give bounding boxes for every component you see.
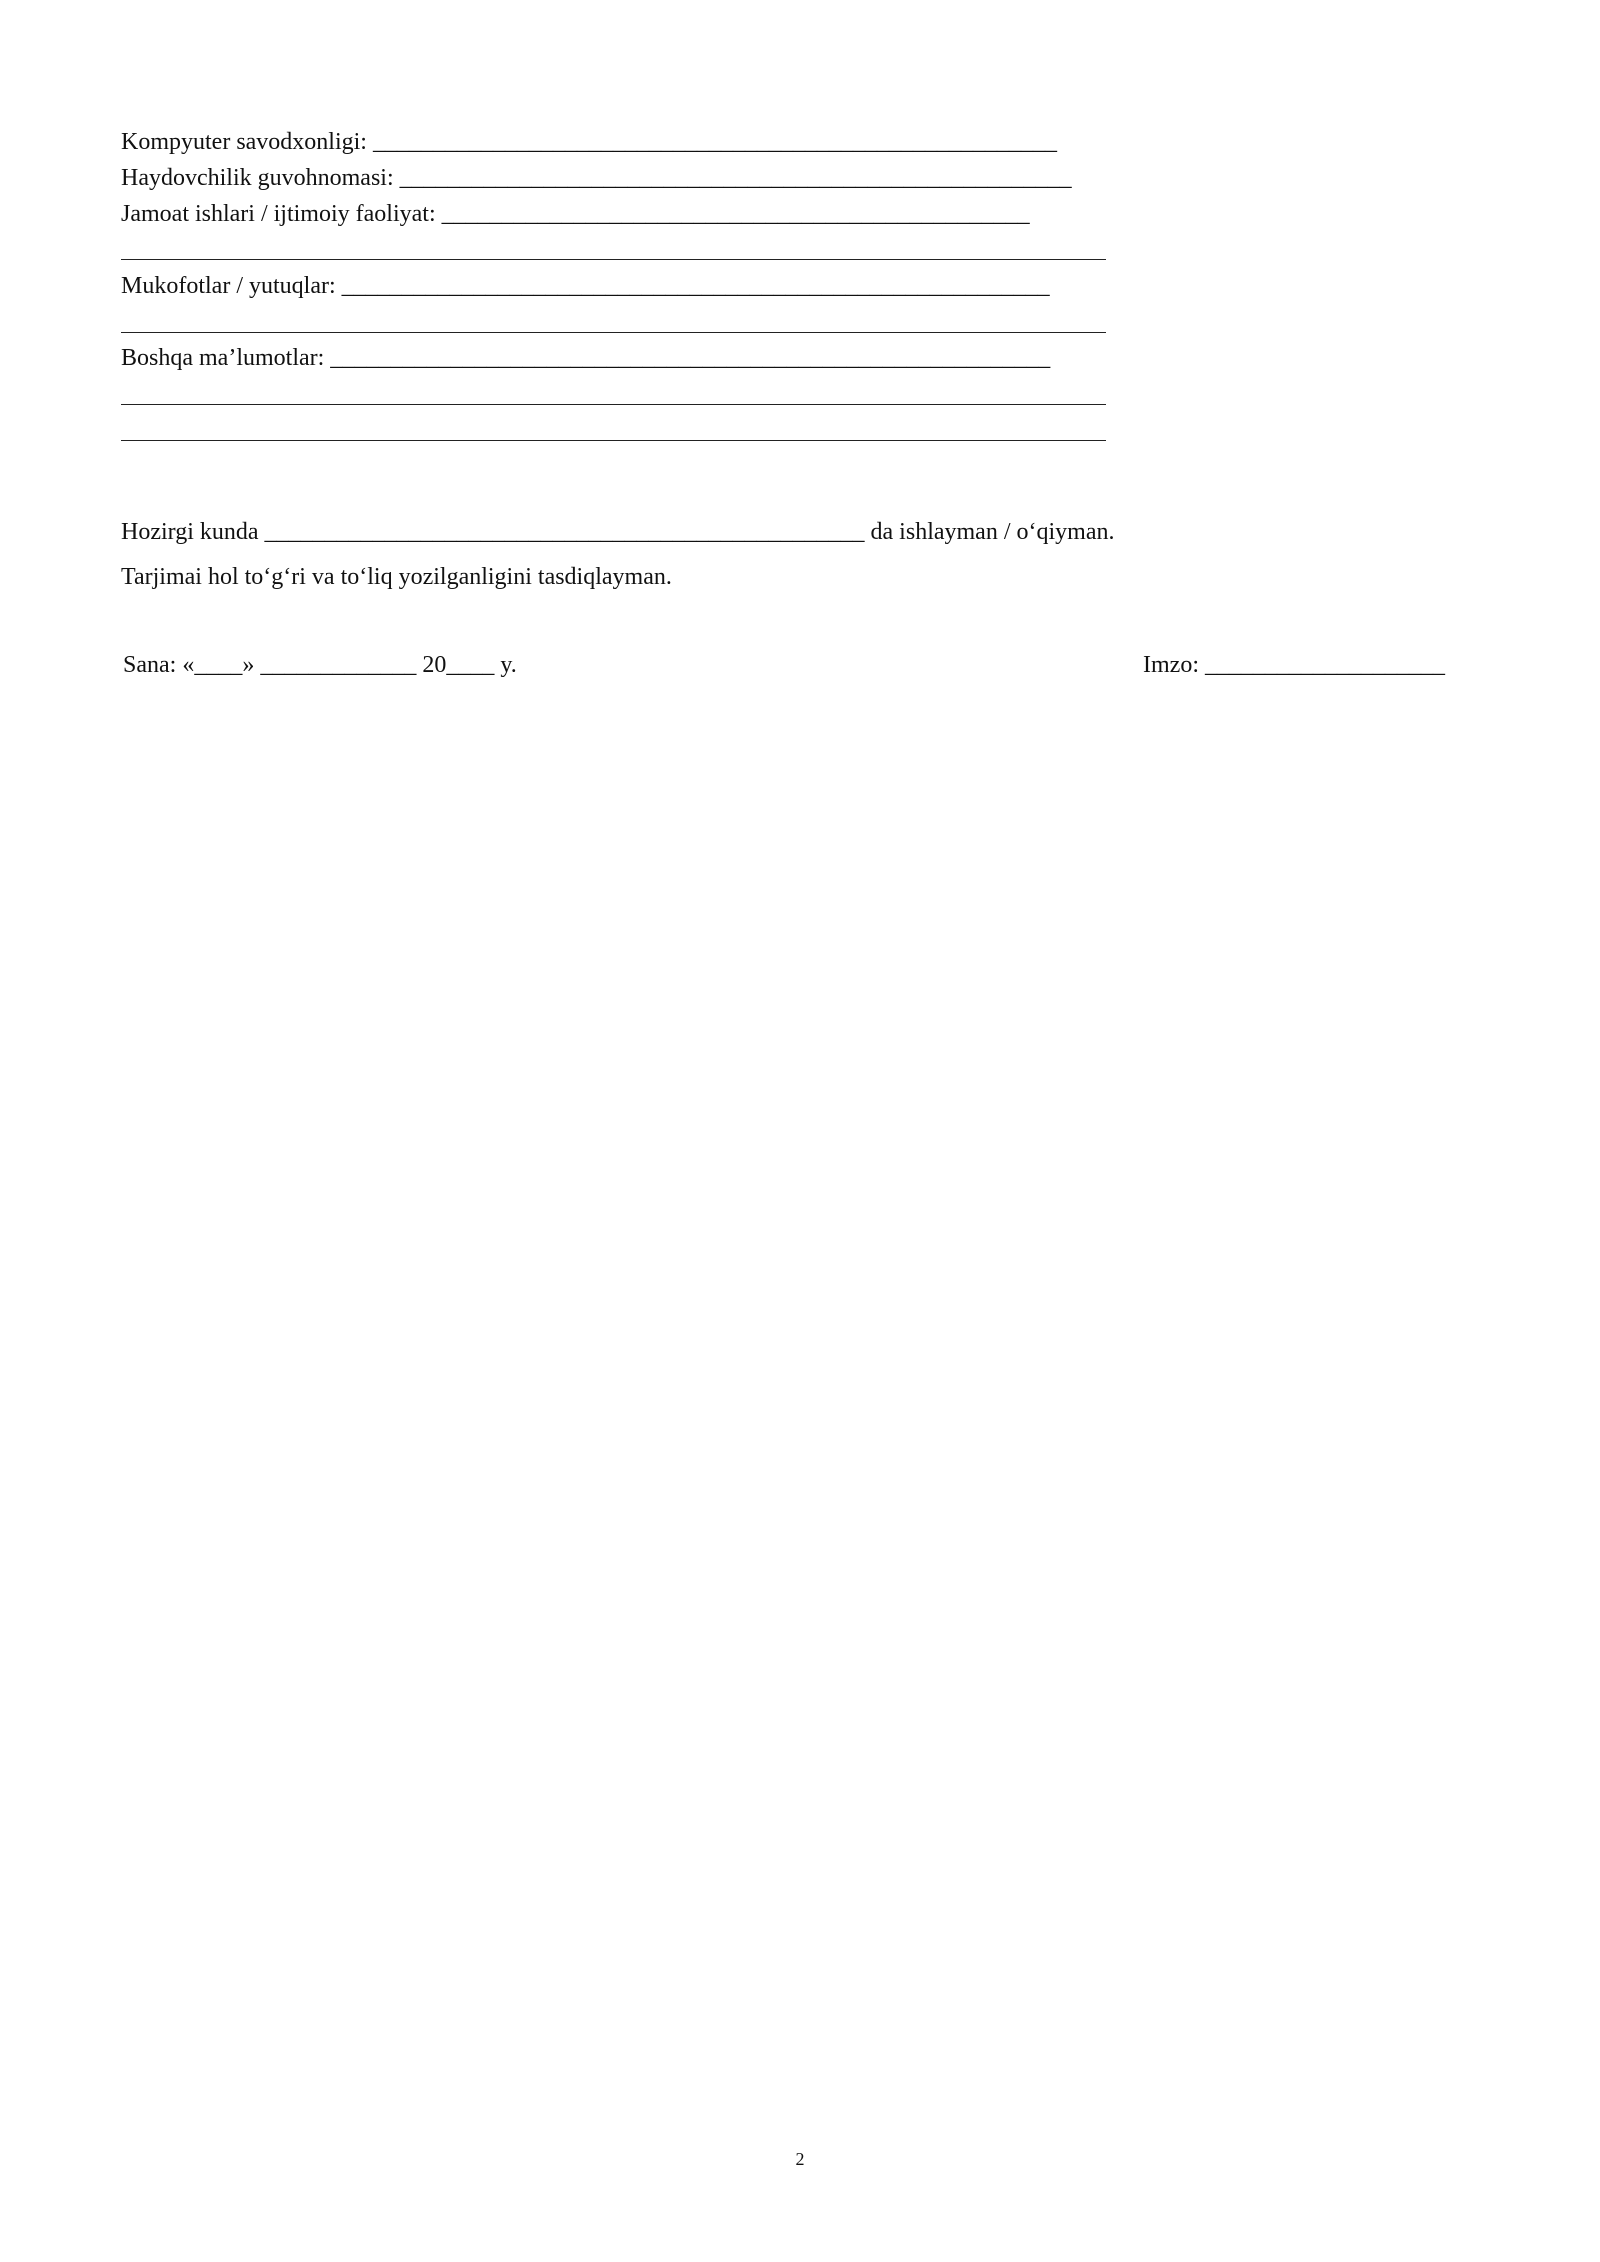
driving-license-field: Haydovchilik guvohnomasi: ________________________________________________________ — [121, 165, 1072, 191]
signature-field: Imzo: ____________________ — [1143, 652, 1445, 678]
page-number: 2 — [795, 2149, 805, 2169]
blank-line — [121, 332, 1106, 333]
computer-literacy-field: Kompyuter savodxonligi: _________________________________________________________ — [121, 129, 1057, 155]
confirmation-statement: Tarjimai hol to‘g‘ri va to‘liq yozilganligini tasdiqlayman. — [121, 564, 672, 590]
other-info-field: Boshqa ma’lumotlar: ____________________________________________________________ — [121, 345, 1051, 371]
blank-line — [121, 404, 1106, 405]
public-work-field: Jamoat ishlari / ijtimoiy faoliyat: _________________________________________________ — [121, 201, 1030, 227]
date-field: Sana: «____» _____________ 20____ y. — [123, 652, 517, 678]
current-occupation-statement: Hozirgi kunda __________________________________________________ da ishlayman / o‘qiyman. — [121, 519, 1115, 545]
awards-field: Mukofotlar / yutuqlar: ___________________________________________________________ — [121, 273, 1050, 299]
blank-line — [121, 259, 1106, 260]
blank-line — [121, 440, 1106, 441]
